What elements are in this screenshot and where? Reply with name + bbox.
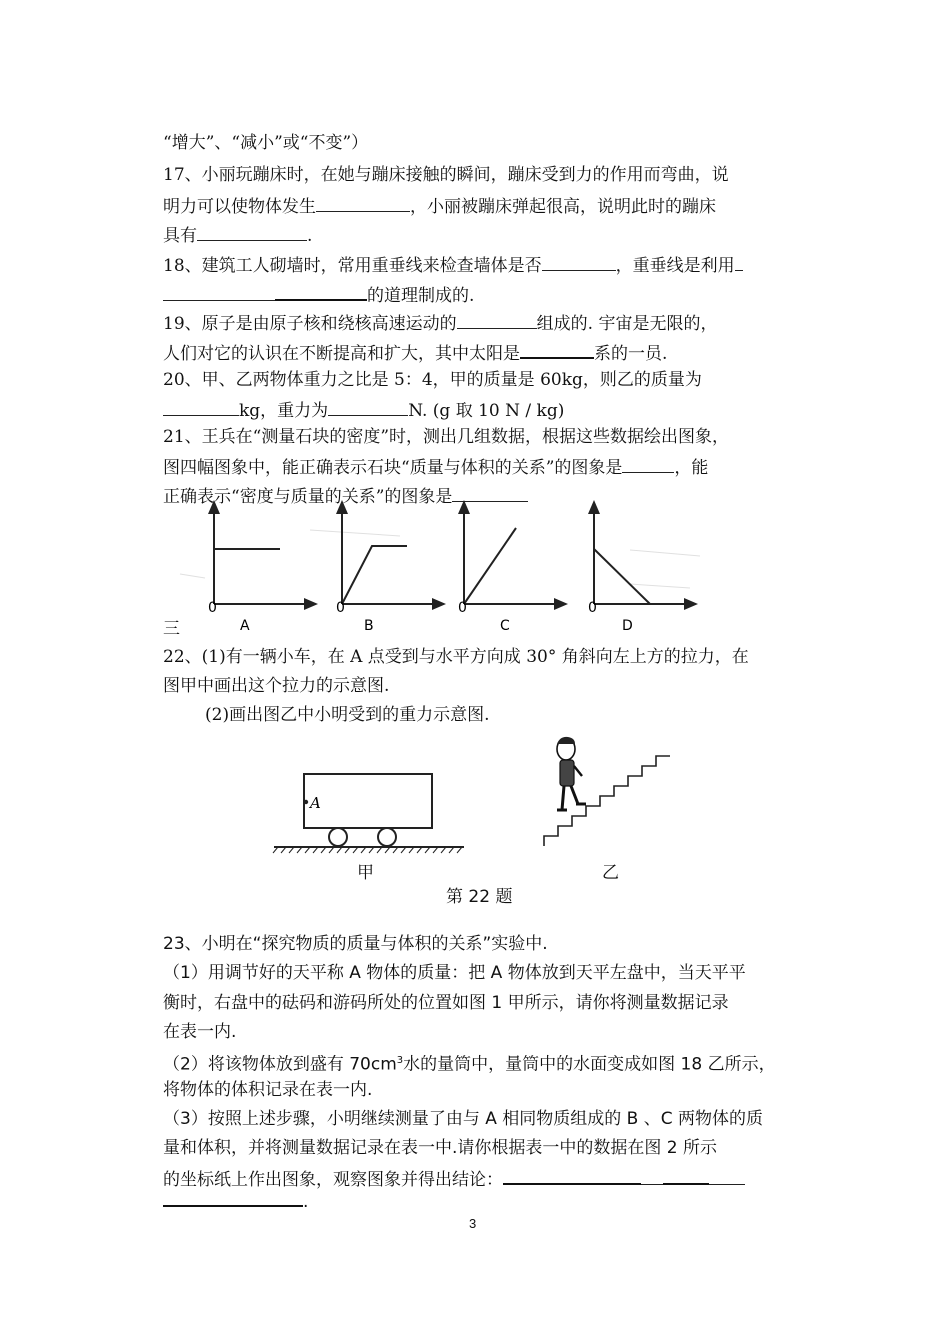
caption-stairs: 乙 [602, 863, 619, 883]
graph-a-label: A [240, 618, 250, 634]
page-number: 3 [469, 1216, 477, 1231]
boy-body [560, 760, 574, 786]
figure-stairs-boy[interactable] [540, 732, 680, 852]
q18-blank-2a[interactable] [735, 253, 743, 271]
q17-text-c: 具有 [163, 226, 197, 246]
q19-line2 [163, 340, 667, 365]
q18-text-a: 18、建筑工人砌墙时，常用重垂线来检查墙体是否 [163, 256, 542, 276]
q20-line1: 20、甲、乙两物体重力之比是 5：4，甲的质量是 60kg，则乙的质量为 [163, 370, 702, 390]
q18-blank-2b[interactable] [163, 283, 275, 301]
q19-blank-2[interactable] [520, 340, 594, 359]
cart-wheel-right [378, 828, 396, 846]
q23-line9 [163, 1188, 308, 1213]
q18-line2 [163, 282, 474, 307]
boy-hair [557, 737, 575, 744]
q23-text-8a: 的坐标纸上作出图象，观察图象并得出结论： [163, 1170, 503, 1190]
boy[interactable] [557, 737, 586, 810]
q23-text-4a: （2）将该物体放到盛有 70cm [163, 1054, 397, 1075]
q22-line3: (2)画出图乙中小明受到的重力示意图. [205, 705, 490, 725]
q18-line1 [163, 253, 743, 277]
q23-line3: 在表一内. [163, 1022, 237, 1042]
q20-line2 [163, 398, 564, 422]
q23-line1: （1）用调节好的天平称 A 物体的质量：把 A 物体放到天平左盘中，当天平平 [163, 963, 746, 983]
q23-text-4b: 水的量筒中，量筒中的水面变成如图 18 乙所示， [403, 1054, 776, 1075]
graph-d-origin: 0 [588, 600, 597, 616]
q17-line2 [163, 194, 716, 218]
boy-leg-right [571, 786, 578, 804]
q19-text-b: 组成的. 宇宙是无限的， [536, 314, 718, 334]
q19-text-a: 19、原子是由原子核和绕核高速运动的 [163, 314, 457, 334]
boy-leg-left [562, 786, 564, 810]
graph-b-origin: 0 [336, 600, 345, 616]
boy-arm [574, 766, 582, 776]
scan-noise [180, 530, 700, 588]
q23-blank-3[interactable] [663, 1166, 709, 1185]
q17-blank-2[interactable] [197, 223, 307, 241]
q19-text-d: 系的一员. [594, 344, 668, 364]
q17-line1: 17、小丽玩蹦床时，在她与蹦床接触的瞬间，蹦床受到力的作用而弯曲，说 [163, 165, 729, 185]
q23-line0: 23、小明在“探究物质的质量与体积的关系”实验中. [163, 934, 548, 954]
q19-line1 [163, 311, 717, 335]
q23-blank-1[interactable] [503, 1166, 641, 1185]
q23-line4 [163, 1050, 776, 1076]
q23-line5: 将物体的体积记录在表一内. [163, 1080, 373, 1100]
q18-text-c: 的道理制成的. [367, 286, 475, 306]
q21-line2 [163, 455, 708, 479]
q23-blank-4[interactable] [709, 1167, 745, 1185]
q18-blank-1[interactable] [542, 253, 616, 271]
q21-text-b: ，能 [674, 458, 709, 478]
q18-text-b: ，重垂线是利用 [615, 256, 735, 276]
graph-a-origin: 0 [208, 600, 217, 616]
graph-b-label: B [364, 618, 374, 634]
q20-text-a: kg，重力为 [239, 401, 329, 421]
graph-c-origin: 0 [458, 600, 467, 616]
figure22-title: 第 22 题 [446, 887, 513, 907]
q17-blank-1[interactable] [316, 194, 410, 212]
q17-line3: 具有 . [163, 223, 312, 247]
q23-line2: 衡时，右盘中的砝码和游码所处的位置如图 1 甲所示，请你将测量数据记录 [163, 993, 729, 1013]
graph-d [588, 506, 692, 634]
graph-c-label: C [500, 618, 510, 634]
cart-body [304, 774, 432, 828]
graph-c [458, 506, 562, 634]
graph-a [208, 506, 312, 634]
q23-text-9b: . [303, 1192, 309, 1212]
section-three: 三 [163, 619, 180, 639]
q21-text-c: 正确表示“密度与质量的关系”的图象是 [163, 487, 453, 507]
q20-blank-1[interactable] [163, 398, 239, 416]
q17-text-a: 明力可以使物体发生 [163, 197, 316, 217]
q23-blank-5[interactable] [163, 1188, 303, 1207]
q19-blank-1[interactable] [457, 311, 537, 329]
point-a-label: A [310, 794, 321, 812]
q21-line1: 21、王兵在“测量石块的密度”时，测出几组数据，根据这些数据绘出图象， [163, 427, 730, 447]
line-options: “增大”、“减小”或“不变”） [163, 133, 369, 153]
q21-graphs [160, 500, 720, 640]
graph-d-label: D [622, 618, 633, 634]
cart-wheel-left [329, 828, 347, 846]
q22-line2: 图甲中画出这个拉力的示意图. [163, 676, 390, 696]
q21-blank-1[interactable] [622, 455, 674, 473]
q23-line7: 量和体积，并将测量数据记录在表一中.请你根据表一中的数据在图 2 所示 [163, 1138, 718, 1158]
graph-b [336, 506, 440, 634]
q17-text-b: ，小丽被蹦床弹起很高，说明此时的蹦床 [410, 197, 716, 217]
caption-cart: 甲 [357, 863, 374, 883]
q23-blank-2[interactable] [641, 1167, 663, 1185]
q19-text-c: 人们对它的认识在不断提高和扩大，其中太阳是 [163, 344, 520, 364]
q20-blank-2[interactable] [328, 398, 408, 416]
q22-line1: 22、(1)有一辆小车，在 A 点受到与水平方向成 30° 角斜向左上方的拉力，在 [163, 647, 749, 667]
q18-blank-2c[interactable] [275, 282, 367, 301]
q23-sup: 3 [396, 1055, 404, 1066]
point-a[interactable] [304, 800, 308, 804]
q23-line6: （3）按照上述步骤，小明继续测量了由与 A 相同物质组成的 B 、C 两物体的质 [163, 1109, 763, 1129]
q21-text-a: 图四幅图象中，能正确表示石块“质量与体积的关系”的图象是 [163, 458, 623, 478]
q20-text-b: N. (g 取 10 N / kg) [408, 401, 565, 421]
figure-cart[interactable] [270, 770, 470, 854]
